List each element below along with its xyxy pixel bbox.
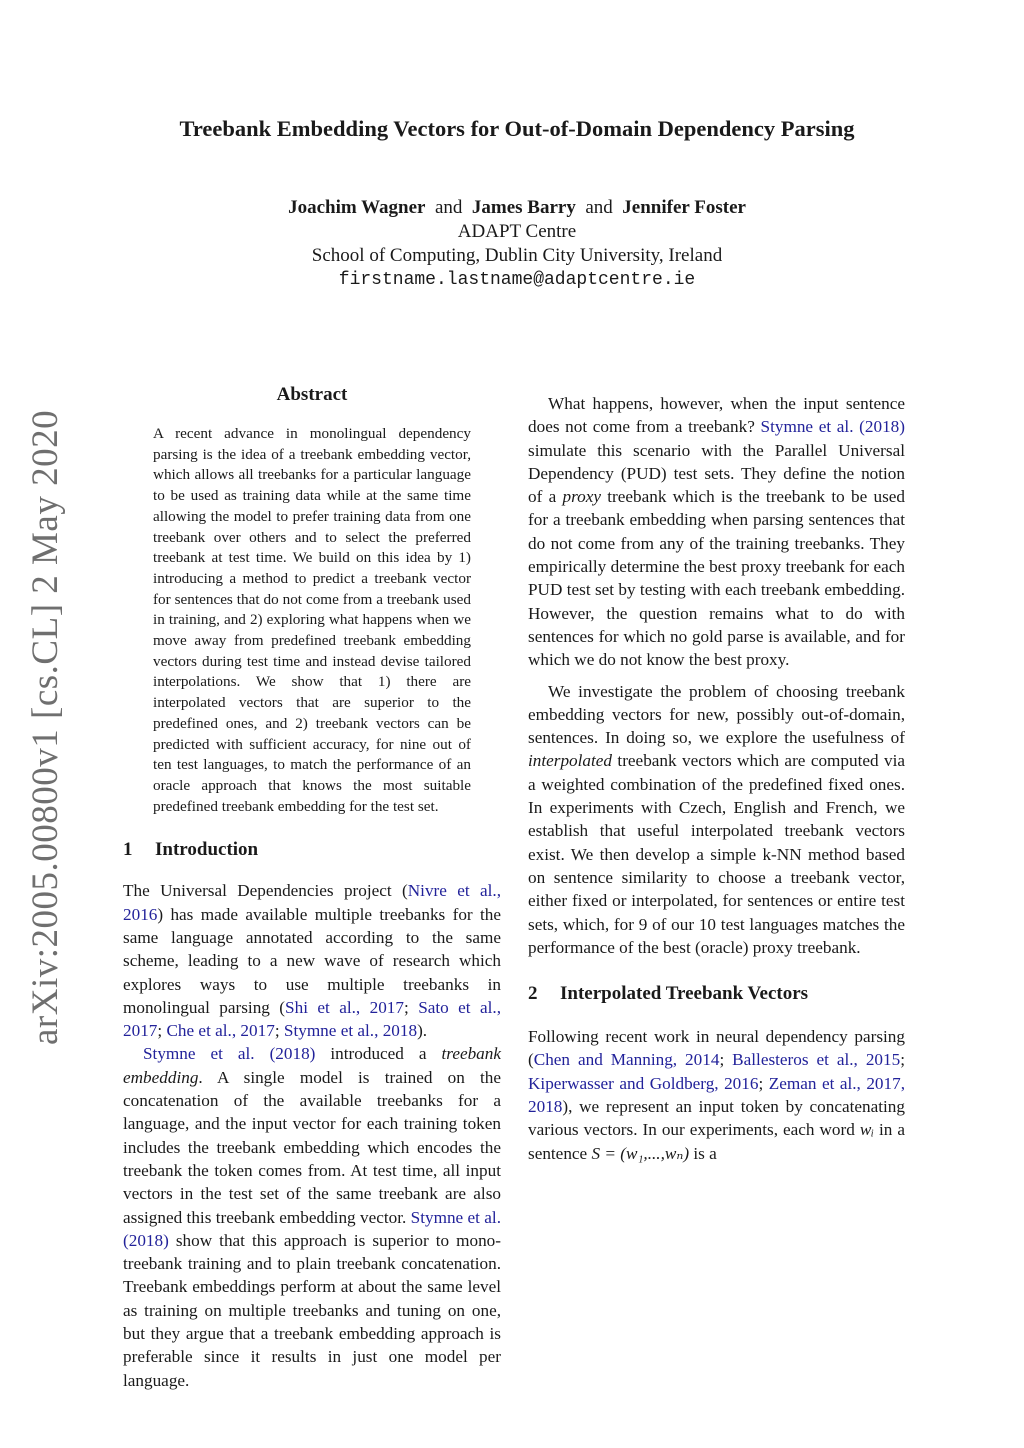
left-column — [123, 382, 501, 1392]
citation-link[interactable]: Stymne et al., 2018 — [283, 1021, 418, 1041]
author-email: firstname.lastname@adaptcentre.ie — [338, 270, 696, 290]
citation-link[interactable]: Zeman et al., 2017, 2018 — [528, 1073, 905, 1117]
section-1-number: 1 — [123, 839, 133, 861]
author-names — [90, 196, 944, 220]
citation-link[interactable]: Chen and Manning, 2014 — [533, 1050, 720, 1070]
right-column — [528, 382, 905, 1165]
arxiv-identifier: arXiv:2005.00800v1 [cs.CL] 2 May 2020 — [25, 409, 66, 1045]
citation-link[interactable]: Shi et al., 2017 — [285, 997, 404, 1017]
abstract-text: A recent advance in monolingual dependency parsing is the idea of a treebank embedding vector, which allows all treebanks for a particular language to be used as training data while at the same time allowing the model to prefer training data from one treebank over others and to select the preferred treebank at test time. We build on this idea by 1) introducing a method to predict a treebank vector for sentences that do not come from a treebank used in training, and 2) exploring what happens when we move away from predefined treebank embedding vectors during test time and instead devise tailored interpolations. We show that 1) there are interpolated vectors that are superior to the predefined ones, and 2) treebank vectors can be predicted with sufficient accuracy, for nine out of ten test languages, to match the performance of an oracle approach that knows the most suitable predefined treebank embedding for the test set. — [153, 425, 471, 815]
section-2-number: 2 — [528, 983, 538, 1005]
author-and-1: and — [434, 197, 463, 218]
abstract-heading: Abstract — [276, 384, 348, 405]
citation-link[interactable]: Stymne et al. (2018) — [143, 1044, 316, 1064]
math-word-variable: wᵢ — [859, 1120, 875, 1140]
citation-link[interactable]: Stymne et al. (2018) — [123, 1207, 501, 1250]
author-3: Jennifer Foster — [622, 197, 746, 218]
author-2: James Barry — [471, 197, 576, 218]
section-2-paragraph-1: Following recent work in neural dependency parsing (Chen and Manning, 2014; Ballesteros et al., 2015; Kiperwasser and Goldberg, 2016; Zeman et al., 2017, 2018), we represent an input token by concatenating various vectors. In our experiments, each word wᵢ in a sentence S = (w₁,...,wₙ) is a — [528, 1027, 906, 1163]
intro-paragraph-4: We investigate the problem of choosing treebank embedding vectors for new, possibly out-of-domain, sentences. In doing so, we explore the usefulness of interpolated treebank vectors which are computed via a weighted combination of the predefined fixed ones. In experiments with Czech, English and French, we establish that useful interpolated treebank vectors exist. We then develop a simple k-NN method based on sentence similarity to choose a treebank vector, either fixed or interpolated, for sentences or entire test sets, which, for 9 of our 10 test languages matches the performance of the best (oracle) proxy treebank. — [528, 681, 905, 957]
section-1-title: Introduction — [155, 839, 259, 861]
affiliation-centre: ADAPT Centre — [457, 221, 577, 242]
emphasis-term: interpolated — [528, 751, 613, 771]
math-sentence-definition: S = (w₁,...,wₙ) — [591, 1143, 690, 1163]
citation-link[interactable]: Nivre et al., 2016 — [123, 881, 501, 924]
citation-link[interactable]: Ballesteros et al., 2015 — [732, 1050, 901, 1070]
section-2-title: Interpolated Treebank Vectors — [560, 983, 809, 1005]
section-1-heading — [123, 837, 501, 863]
author-block — [90, 196, 944, 292]
author-1: Joachim Wagner — [288, 197, 426, 218]
intro-paragraph-2: Stymne et al. (2018) introduced a treebank embedding. A single model is trained on the concatenation of the available treebanks for a language, and the input vector for each training token includes the treebank embedding which encodes the treebank the token comes from. At test time, all input vectors in the test set of the same treebank are also assigned this treebank embedding vector. Stymne et al. (2018) show that this approach is superior to mono-treebank training and to plain treebank concatenation. Treebank embeddings perform at about the same level as training on multiple treebanks and tuning on one, but they argue that a treebank embedding approach is preferable since it results in just one model per language. — [123, 1044, 501, 1390]
author-and-2: and — [585, 197, 613, 218]
affiliation-school: School of Computing, Dublin City University, Ireland — [311, 245, 723, 266]
citation-link[interactable]: Che et al., 2017 — [166, 1021, 275, 1041]
intro-paragraph-3: What happens, however, when the input sentence does not come from a treebank? Stymne et al. (2018) simulate this scenario with the Parallel Universal Dependency (PUD) test sets. They define the notion of a proxy treebank which is the treebank to be used for a treebank embedding when parsing sentences that do not come from any of the training treebanks. They empirically determine the best proxy treebank for each PUD test set by testing with each treebank embedding. However, the question remains what to do with sentences for which no gold parse is available, and for which we do not know the best proxy. — [528, 394, 905, 670]
intro-paragraph-1: The Universal Dependencies project (Nivre et al., 2016) has made available multiple treebanks for the same language annotated according to the same scheme, leading to a new wave of research which explores ways to use multiple treebanks in monolingual parsing (Shi et al., 2017; Sato et al., 2017; Che et al., 2017; Stymne et al., 2018). — [123, 881, 501, 1041]
emphasis-term: treebank embedding — [123, 1044, 501, 1087]
citation-link[interactable]: Kiperwasser and Goldberg, 2016 — [528, 1073, 759, 1093]
citation-link[interactable]: Sato et al., 2017 — [123, 997, 501, 1041]
citation-link[interactable]: Stymne et al. (2018) — [760, 417, 905, 437]
section-2-heading — [528, 981, 905, 1007]
paper-title: Treebank Embedding Vectors for Out-of-Domain Dependency Parsing — [179, 116, 855, 141]
emphasis-term: proxy — [562, 487, 601, 507]
